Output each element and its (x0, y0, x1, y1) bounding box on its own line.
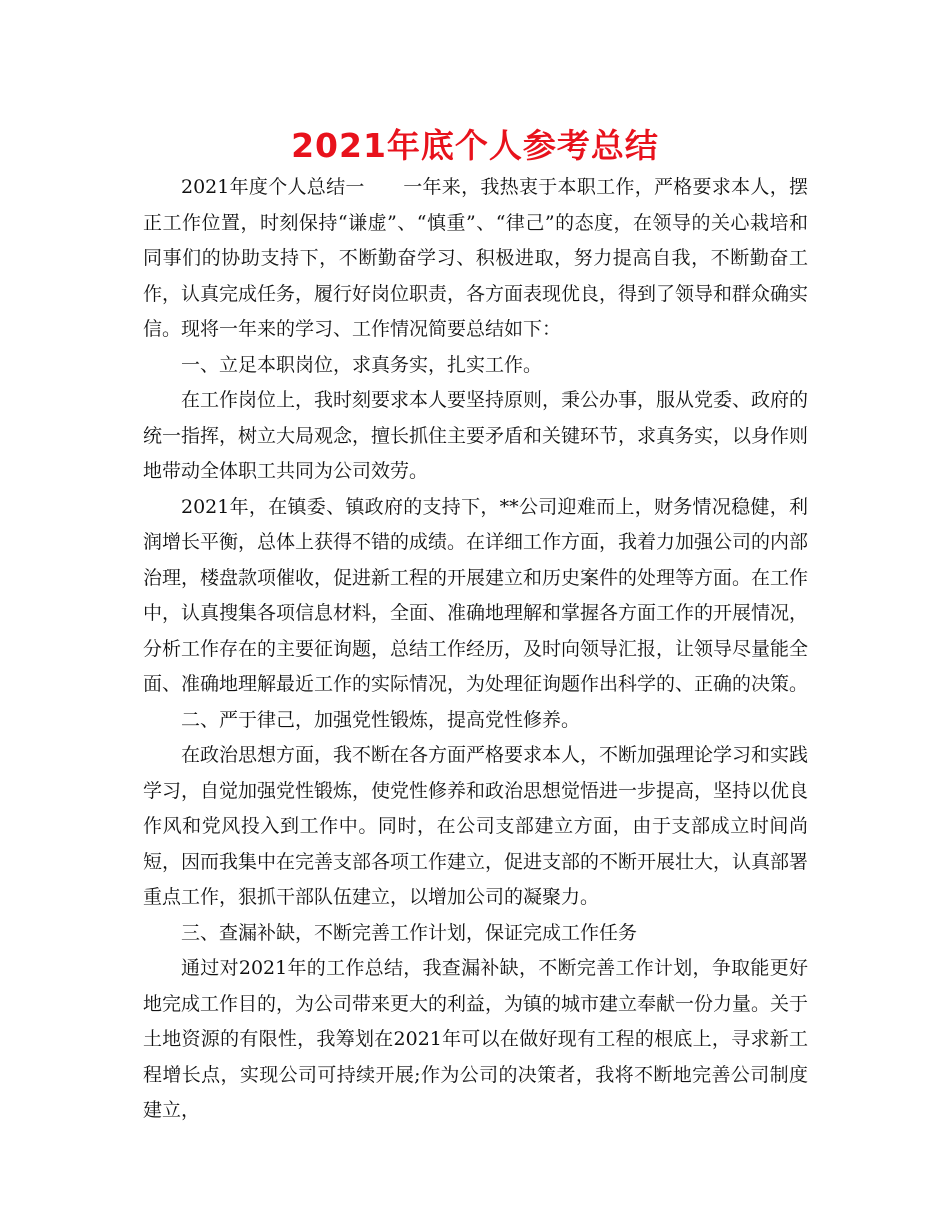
paragraph-section-2: 在政治思想方面，我不断在各方面严格要求本人，不断加强理论学习和实践学习，自觉加强党性锻炼，使党性修养和政治思想觉悟进一步提高，坚持以优良作风和党风投入到工作中。同时，在公司支部建立方面，由于支部成立时间尚短，因而我集中在完善支部各项工作建立，促进支部的不断开展壮大，认真部署重点工作，狠抓干部队伍建立，以增加公司的凝聚力。 (143, 744, 809, 908)
paragraph-section-3: 通过对2021年的工作总结，我查漏补缺，不断完善工作计划，争取能更好地完成工作目的，为公司带来更大的利益，为镇的城市建立奉献一份力量。关于土地资源的有限性，我筹划在2021年可以在做好现有工程的根底上，寻求新工程增长点，实现公司可持续开展;作为公司的决策者，我将不断地完善公司制度建立， (143, 957, 809, 1121)
document-title: 2021年底个人参考总结 (291, 126, 659, 165)
section-heading-3: 三、查漏补缺，不断完善工作计划，保证完成工作任务 (181, 921, 638, 944)
document-body (143, 170, 808, 1129)
paragraph-achievements: 2021年，在镇委、镇政府的支持下，**公司迎难而上，财务情况稳健，利润增长平衡，总体上获得不错的成绩。在详细工作方面，我着力加强公司的内部治理，楼盘款项催收，促进新工程的开展建立和历史案件的处理等方面。在工作中，认真搜集各项信息材料，全面、准确地理解和掌握各方面工作的开展情况，分析工作存在的主要征询题，总结工作经历，及时向领导汇报，让领导尽量能全面、准确地理解最近工作的实际情况，为处理征询题作出科学的、正确的决策。 (143, 495, 809, 695)
paragraph-intro: 2021年度个人总结一 一年来，我热衷于本职工作，严格要求本人，摆正工作位置，时刻保持“谦虚”、“慎重”、“律己”的态度，在领导的关心栽培和同事们的协助支持下，不断勤奋学习、积极进取，努力提高自我，不断勤奋工作，认真完成任务，履行好岗位职责，各方面表现优良，得到了领导和群众确实信。现将一年来的学习、工作情况简要总结如下： (143, 176, 809, 340)
section-heading-2: 二、严于律己，加强党性锻炼，提高党性修养。 (181, 708, 581, 731)
section-heading-1: 一、立足本职岗位，求真务实，扎实工作。 (181, 353, 543, 376)
paragraph-section-1: 在工作岗位上，我时刻要求本人要坚持原则，秉公办事，服从党委、政府的统一指挥，树立大局观念，擅长抓住主要矛盾和关键环节，求真务实，以身作则地带动全体职工共同为公司效劳。 (143, 389, 809, 482)
